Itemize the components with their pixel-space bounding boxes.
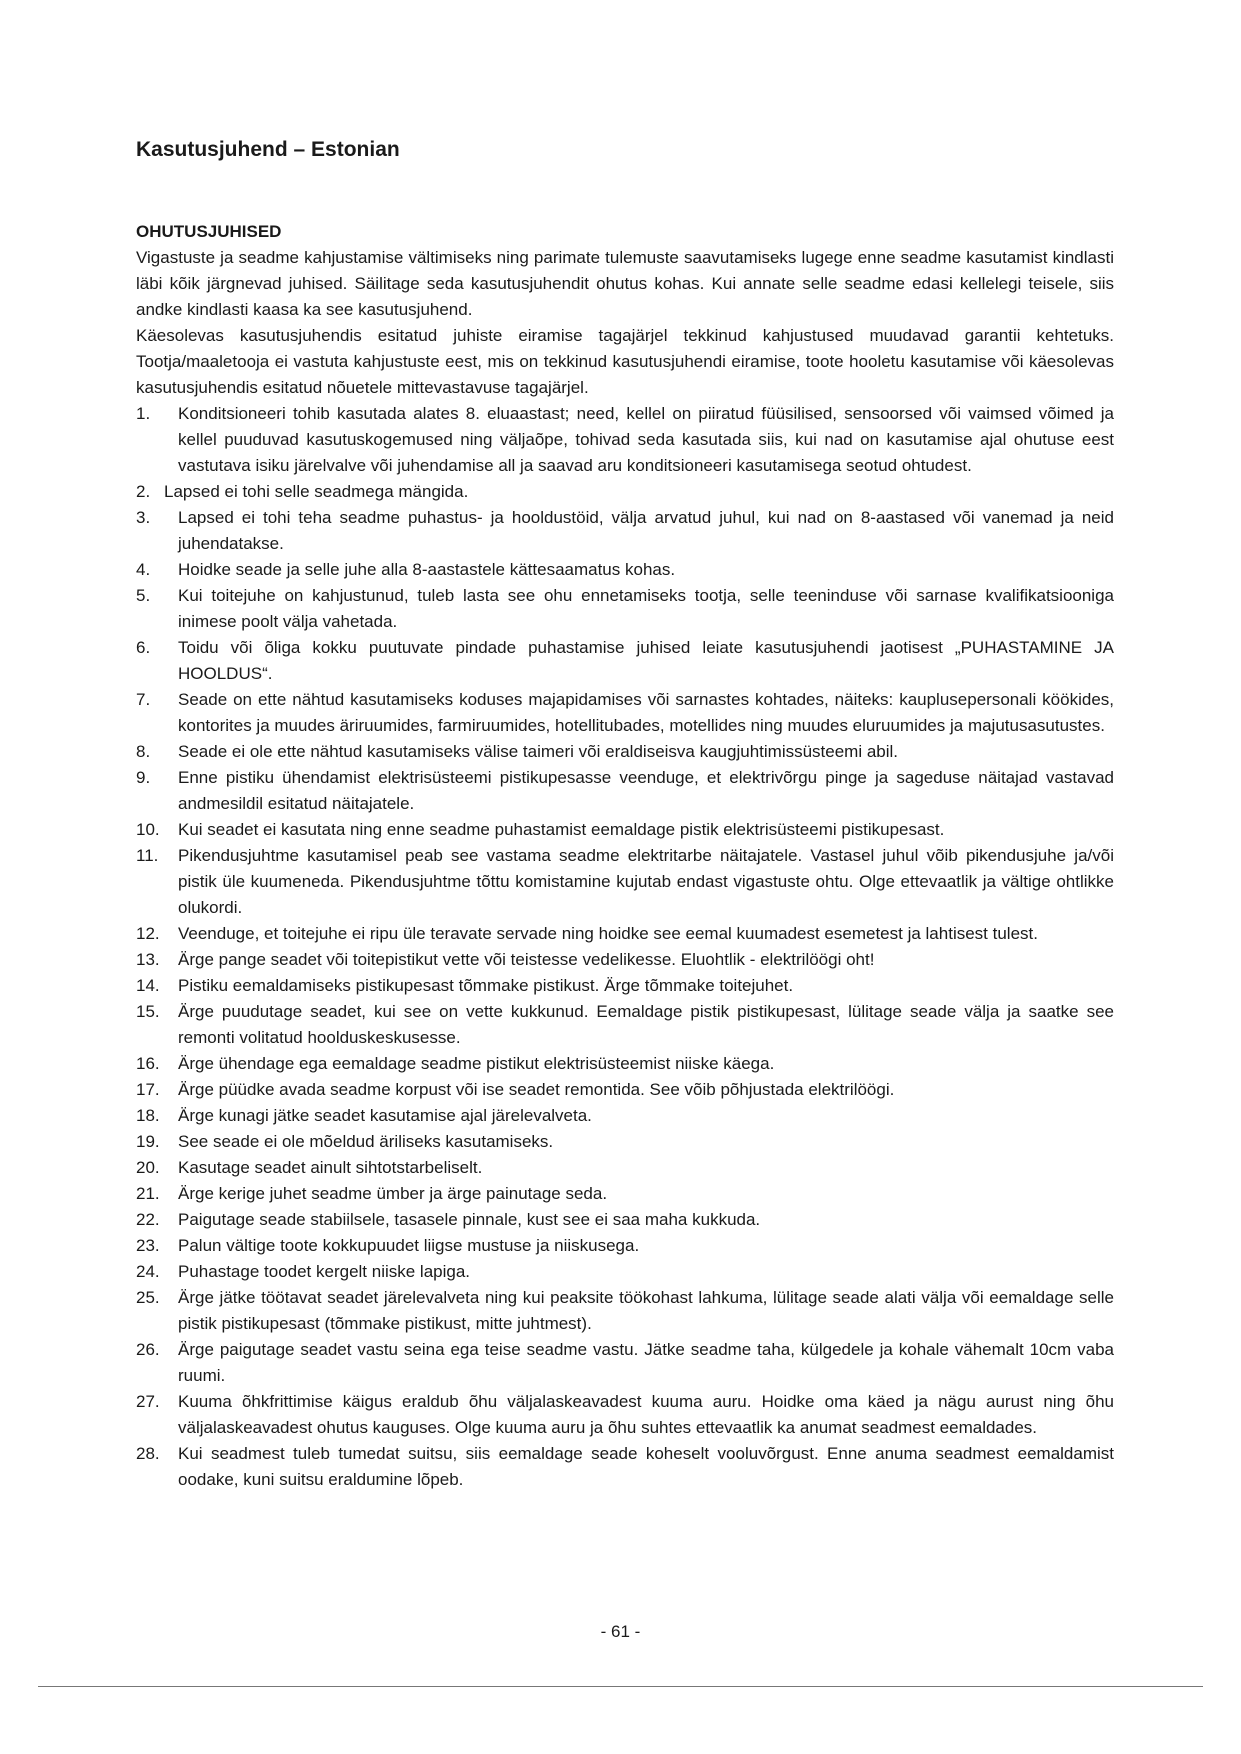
- list-item: [136, 1259, 1114, 1285]
- list-item: [136, 1181, 1114, 1207]
- item-number: 23.: [136, 1236, 160, 1255]
- intro-paragraph: Vigastuste ja seadme kahjustamise vältimiseks ning parimate tulemuste saavutamiseks lugege enne seadme kasutamist kindlasti läbi kõik järgnevad juhised. Säilitage seda kasutusjuhendit ohutus kohas. Kui annate selle seadme edasi kellelegi teisele, siis andke kindlasti kaasa ka see kasutusjuhend.: [136, 248, 1114, 319]
- item-number: 10.: [136, 820, 160, 839]
- item-text: Paigutage seade stabiilsele, tasasele pinnale, kust see ei saa maha kukkuda.: [178, 1210, 761, 1229]
- item-text: Kui seadmest tuleb tumedat suitsu, siis eemaldage seade koheselt vooluvõrgust. Enne anuma seadmest eemaldamist oodake, kuni suitsu eraldumine lõpeb.: [178, 1444, 1114, 1489]
- item-number: 15.: [136, 1002, 160, 1021]
- item-number: 18.: [136, 1106, 160, 1125]
- item-text: Pistiku eemaldamiseks pistikupesast tõmmake pistikust. Ärge tõmmake toitejuhet.: [178, 976, 794, 995]
- item-text: Ärge ühendage ega eemaldage seadme pistikut elektrisüsteemist niiske käega.: [178, 1054, 775, 1073]
- item-number: 19.: [136, 1132, 160, 1151]
- list-item: [136, 557, 1114, 583]
- item-number: 17.: [136, 1080, 160, 1099]
- item-number: 1.: [136, 404, 151, 423]
- item-text: Kui seadet ei kasutata ning enne seadme puhastamist eemaldage pistik elektrisüsteemi pistikupesast.: [178, 820, 945, 839]
- safety-instructions-list: [136, 401, 1114, 1493]
- item-number: 12.: [136, 924, 160, 943]
- item-number: 25.: [136, 1288, 160, 1307]
- item-text: Ärge paigutage seadet vastu seina ega teise seadme vastu. Jätke seadme taha, külgedele ja kohale vähemalt 10cm vaba ruumi.: [178, 1340, 1114, 1385]
- item-text: Ärge puudutage seadet, kui see on vette kukkunud. Eemaldage pistik pistikupesast, lülitage seade välja ja saatke see remonti volitatud hoolduskeskusesse.: [178, 1002, 1114, 1047]
- list-item: [136, 687, 1114, 739]
- list-item: [136, 1051, 1114, 1077]
- item-text: Puhastage toodet kergelt niiske lapiga.: [178, 1262, 471, 1281]
- list-item: [136, 817, 1114, 843]
- item-number: 14.: [136, 976, 160, 995]
- item-text: Enne pistiku ühendamist elektrisüsteemi pistikupesasse veenduge, et elektrivõrgu pinge ja sageduse näitajad vastavad andmesildil esitatud näitajatele.: [178, 768, 1114, 813]
- item-text: Lapsed ei tohi teha seadme puhastus- ja hooldustöid, välja arvatud juhul, kui nad on 8-aastased või vanemad ja neid juhendatakse.: [178, 508, 1114, 553]
- item-text: Ärge kunagi jätke seadet kasutamise ajal järelevalveta.: [178, 1106, 592, 1125]
- item-text: Ärge jätke töötavat seadet järelevalveta ning kui peaksite töökohast lahkuma, lülitage seade alati välja või eemaldage selle pistik pistikupesast (tõmmake pistikust, mitte juhtmest).: [178, 1288, 1114, 1333]
- intro-paragraph: Käesolevas kasutusjuhendis esitatud juhiste eiramise tagajärjel tekkinud kahjustused muudavad garantii kehtetuks. Tootja/maaletooja ei vastuta kahjustuste eest, mis on tekkinud kasutusjuhendi eiramise, toote hooletu kasutamise või käesolevas kasutusjuhendis esitatud nõuetele mittevastavuse tagajärjel.: [136, 326, 1114, 397]
- item-number: 6.: [136, 638, 151, 657]
- item-number: 13.: [136, 950, 160, 969]
- list-item: [136, 401, 1114, 479]
- list-item: [136, 583, 1114, 635]
- item-text: Ärge püüdke avada seadme korpust või ise seadet remontida. See võib põhjustada elektrilöögi.: [178, 1080, 895, 1099]
- item-number: 3.: [136, 508, 151, 527]
- list-item: [136, 1233, 1114, 1259]
- item-text: Palun vältige toote kokkupuudet liigse mustuse ja niiskusega.: [178, 1236, 640, 1255]
- item-number: 4.: [136, 560, 151, 579]
- item-text: Pikendusjuhtme kasutamisel peab see vastama seadme elektritarbe näitajatele. Vastasel juhul võib pikendusjuhe ja/või pistik üle kuumeneda. Pikendusjuhtme tõttu komistamine kujutab endast vigastuste ohtu. Olge ettevaatlik ja vältige ohtlikke olukordi.: [178, 846, 1114, 917]
- item-number: 24.: [136, 1262, 160, 1281]
- list-item: [136, 479, 1114, 505]
- item-text: Veenduge, et toitejuhe ei ripu üle teravate servade ning hoidke see eemal kuumadest esemetest ja lahtisest tulest.: [178, 924, 1038, 943]
- item-text: Hoidke seade ja selle juhe alla 8-aastastele kättesaamatus kohas.: [178, 560, 676, 579]
- list-item: [136, 947, 1114, 973]
- list-item: [136, 999, 1114, 1051]
- list-item: [136, 1077, 1114, 1103]
- item-number: 2.: [136, 482, 151, 501]
- list-item: [136, 1441, 1114, 1493]
- section-heading: OHUTUSJUHISED: [136, 222, 282, 241]
- item-text: Kuuma õhkfrittimise käigus eraldub õhu väljalaskeavadest kuuma auru. Hoidke oma käed ja nägu aurust ning õhu väljalaskeavadest ohutus kauguses. Olge kuuma auru ja õhu suhtes ettevaatlik ka anumat seadmest eemaldades.: [178, 1392, 1114, 1437]
- item-number: 28.: [136, 1444, 160, 1463]
- item-text: Seade on ette nähtud kasutamiseks koduses majapidamises või sarnastes kohtades, näiteks: kauplusepersonali köökides, kontorites ja muudes äriruumides, farmiruumides, hotellitubades, motellides ning muudes eluruumides ja majutusasutustes.: [178, 690, 1114, 735]
- item-number: 9.: [136, 768, 151, 787]
- list-item: [136, 739, 1114, 765]
- item-text: Ärge kerige juhet seadme ümber ja ärge painutage seda.: [178, 1184, 608, 1203]
- list-item: [136, 1129, 1114, 1155]
- list-item: [136, 973, 1114, 999]
- document-title: Kasutusjuhend – Estonian: [136, 138, 400, 161]
- item-text: Konditsioneeri tohib kasutada alates 8. eluaastast; need, kellel on piiratud füüsilised, sensoorsed või vaimsed võimed ja kellel puuduvad kasutuskogemused ning väljaõpe, tohivad seda kasutada siis, kui nad on kasutamise ajal ohutuse eest vastutava isiku järelvalve või juhendamise all ja saavad aru konditsioneeri kasutamisega seotud ohtudest.: [178, 404, 1114, 475]
- item-number: 5.: [136, 586, 151, 605]
- list-item: [136, 1389, 1114, 1441]
- item-number: 11.: [136, 846, 159, 865]
- document-page: [136, 136, 1114, 1493]
- item-number: 8.: [136, 742, 151, 761]
- footer-divider: [38, 1686, 1203, 1687]
- item-text: Kasutage seadet ainult sihtotstarbeliselt.: [178, 1158, 483, 1177]
- list-item: [136, 1285, 1114, 1337]
- list-item: [136, 843, 1114, 921]
- item-number: 20.: [136, 1158, 160, 1177]
- list-item: [136, 635, 1114, 687]
- item-number: 16.: [136, 1054, 160, 1073]
- list-item: [136, 1155, 1114, 1181]
- list-item: [136, 765, 1114, 817]
- item-text: Seade ei ole ette nähtud kasutamiseks välise taimeri või eraldiseisva kaugjuhtimissüsteemi abil.: [178, 742, 899, 761]
- list-item: [136, 505, 1114, 557]
- page-number: - 61 -: [600, 1622, 641, 1641]
- item-number: 21.: [136, 1184, 160, 1203]
- list-item: [136, 921, 1114, 947]
- item-text: Kui toitejuhe on kahjustunud, tuleb lasta see ohu ennetamiseks tootja, selle teeninduse või sarnase kvalifikatsiooniga inimese poolt välja vahetada.: [178, 586, 1114, 631]
- item-text: Lapsed ei tohi selle seadmega mängida.: [164, 482, 469, 501]
- item-number: 26.: [136, 1340, 160, 1359]
- list-item: [136, 1337, 1114, 1389]
- item-number: 27.: [136, 1392, 160, 1411]
- list-item: [136, 1207, 1114, 1233]
- item-text: Toidu või õliga kokku puutuvate pindade puhastamise juhised leiate kasutusjuhendi jaotisest „PUHASTAMINE JA HOOLDUS“.: [178, 638, 1114, 683]
- list-item: [136, 1103, 1114, 1129]
- item-text: See seade ei ole mõeldud äriliseks kasutamiseks.: [178, 1132, 554, 1151]
- item-text: Ärge pange seadet või toitepistikut vette või teistesse vedelikesse. Eluohtlik - elektrilöögi oht!: [178, 950, 875, 969]
- item-number: 7.: [136, 690, 151, 709]
- item-number: 22.: [136, 1210, 160, 1229]
